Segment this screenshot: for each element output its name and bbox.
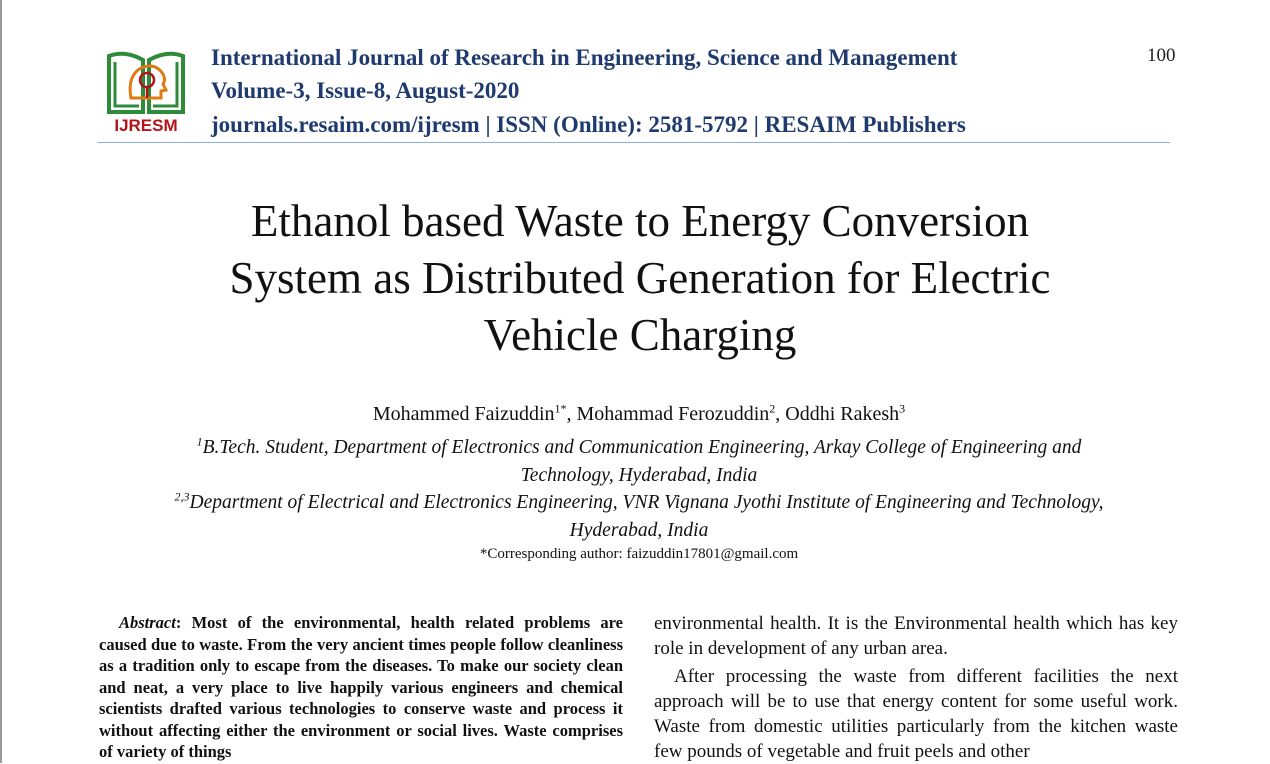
affiliation-text: Department of Electrical and Electronics Engineering, VNR Vignana Jyothi Institute of Engineering and Technology, Hyderabad, India [189, 492, 1104, 541]
volume-issue: Volume-3, Issue-8, August-2020 [211, 78, 520, 103]
affiliation-2 [150, 489, 1128, 545]
header-divider [98, 142, 1170, 143]
affiliation-superscript: 1 [196, 434, 203, 449]
journal-logo [103, 46, 189, 138]
author-superscript: 1* [554, 401, 567, 416]
right-column [654, 611, 1178, 764]
open-book-logo-icon [103, 46, 189, 118]
affiliation-superscript: 2,3 [174, 489, 190, 504]
corresponding-author: *Corresponding author: faizuddin17801@gmail.com [479, 546, 799, 562]
author-name: Oddhi Rakesh [785, 403, 900, 425]
title-line: Ethanol based Waste to Energy Conversion [250, 196, 1030, 246]
author-superscript: 3 [899, 401, 906, 416]
author-name: Mohammed Faizuddin [372, 403, 555, 425]
publisher-line: journals.resaim.com/ijresm | ISSN (Online): 2581-5792 | RESAIM Publishers [211, 112, 966, 137]
title-line: System as Distributed Generation for Electric [229, 253, 1051, 303]
author-list [0, 403, 1270, 426]
title-line: Vehicle Charging [483, 310, 797, 360]
paper-title [140, 193, 1140, 364]
author-name: Mohammad Ferozuddin [576, 403, 770, 425]
page-left-edge [0, 0, 2, 763]
abstract-text: : Most of the environmental, health related problems are caused due to waste. From the very ancient times people follow cleanliness as a tradition only to escape from the diseases. To make our society clean and neat, a very place to live happily various engineers and chemical scientists drafted various technologies to conserve waste and process it without affecting either the environment or social lives. Waste comprises of variety of things [99, 613, 623, 761]
author-superscript: 2 [769, 401, 776, 416]
affiliation-text: B.Tech. Student, Department of Electronics and Communication Engineering, Arkay College of Engineering and Technology, Hyderabad, India [202, 437, 1082, 486]
affiliation-1 [150, 434, 1128, 490]
abstract-label: Abstract [119, 613, 176, 632]
abstract [99, 612, 623, 763]
author-separator: , [775, 403, 786, 425]
logo-text: IJRESM [114, 116, 178, 135]
body-paragraph: After processing the waste from different facilities the next approach will be to use that energy content for some useful work. Waste from domestic utilities particularly from the kitchen waste few pounds of vegetable and fruit peels and other [654, 666, 1178, 762]
journal-name: International Journal of Research in Engineering, Science and Management [211, 45, 958, 70]
author-separator: , [566, 403, 577, 425]
page-number: 100 [1147, 45, 1176, 66]
body-paragraph: environmental health. It is the Environmental health which has key role in development of any urban area. [654, 613, 1178, 659]
